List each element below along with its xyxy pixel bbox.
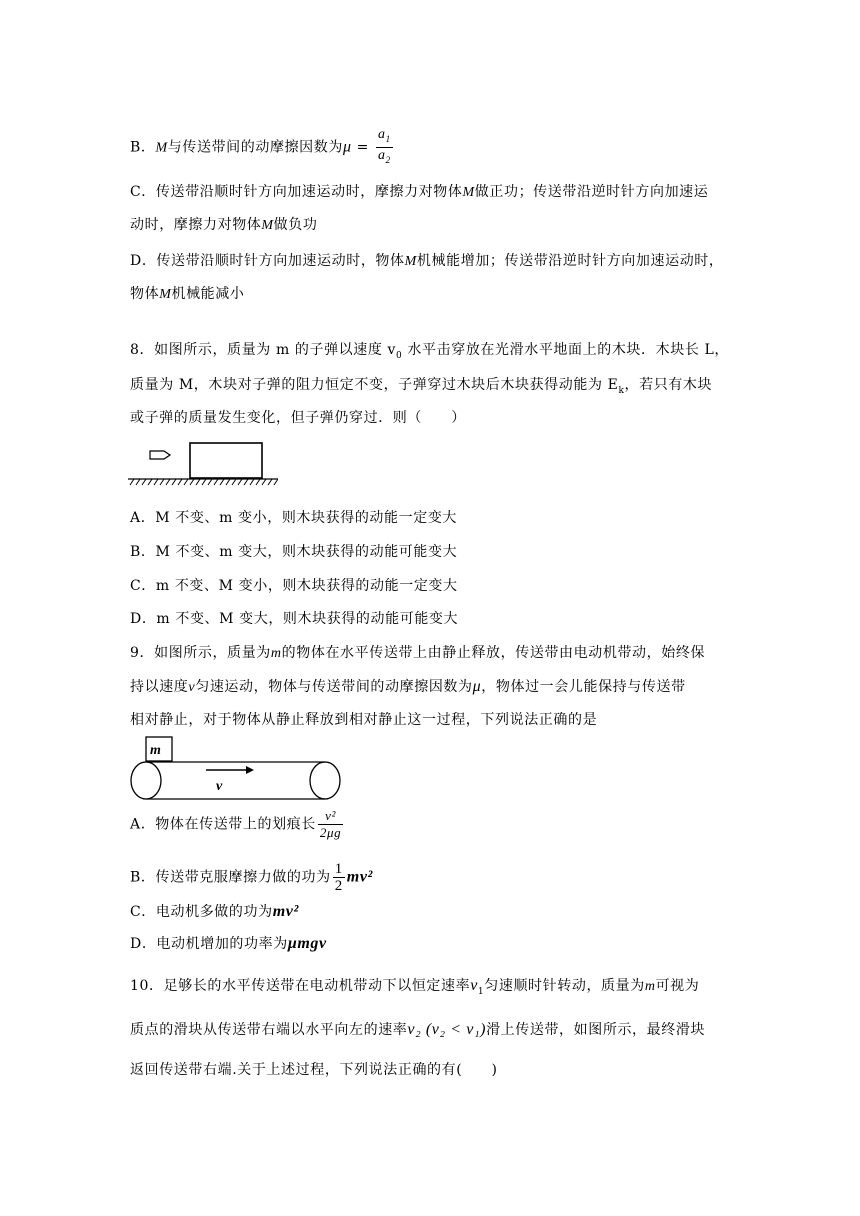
numerator: a bbox=[378, 127, 386, 142]
q9-stem-line3: 相对静止，对于物体从静止释放到相对静止这一过程，下列说法正确的是 bbox=[130, 712, 598, 728]
q7-option-c-line2 bbox=[130, 214, 317, 234]
text: 质点的滑块从传送带右端以水平向左的速率 bbox=[130, 1022, 408, 1038]
text: 做负功 bbox=[273, 217, 318, 233]
text: 9．如图所示，质量为 bbox=[130, 645, 271, 661]
denominator-sub: 2 bbox=[385, 154, 391, 165]
text: 机械能增加；传送带沿逆时针方向加速运动时， bbox=[416, 253, 724, 269]
symbol-m: m bbox=[644, 979, 656, 994]
text: 匀速顺时针转动，质量为 bbox=[484, 978, 645, 994]
text: 匀速运动，物体与传送带间的动摩擦因数为 bbox=[195, 679, 473, 695]
fraction-a1-a2 bbox=[376, 127, 393, 168]
symbol-mu: μ bbox=[472, 678, 482, 695]
text: 做正功；传送带沿逆时针方向加速运 bbox=[474, 184, 709, 200]
equals-sign: = bbox=[351, 139, 375, 156]
ground-hatching bbox=[130, 479, 278, 485]
text: B．传送带克服摩擦力做的功为 bbox=[130, 869, 331, 886]
wood-block bbox=[190, 443, 262, 478]
symbol-v: v bbox=[188, 680, 196, 695]
symbol-M: M bbox=[159, 287, 172, 302]
fraction-one-half bbox=[333, 861, 345, 894]
text: D．传送带沿顺时针方向加速运动时，物体 bbox=[130, 253, 405, 269]
text: 物体 bbox=[130, 286, 160, 302]
text: C．电动机多做的功为 bbox=[130, 904, 273, 920]
subscript: 1 bbox=[477, 986, 485, 997]
q9-option-d bbox=[130, 933, 327, 953]
text: 质量为 M，木块对子弹的阻力恒定不变，子弹穿过木块后木块获得动能为 E bbox=[130, 377, 619, 393]
numerator: v² bbox=[318, 808, 343, 825]
symbol-mu: μ bbox=[342, 138, 352, 156]
numerator: 1 bbox=[334, 861, 343, 877]
option-text: 与传送带间的动摩擦因数为 bbox=[167, 139, 343, 156]
q9-option-a bbox=[130, 808, 345, 841]
text: ，物体过一会儿能保持与传送带 bbox=[481, 679, 686, 695]
text: C．传送带沿顺时针方向加速运动时，摩擦力对物体 bbox=[130, 184, 463, 200]
q7-option-d-line1 bbox=[130, 250, 724, 270]
option-label: B． bbox=[130, 139, 156, 156]
q8-option-c: C．m 不变、M 变小，则木块获得的动能一定变大 bbox=[130, 578, 458, 594]
symbol-m: m bbox=[270, 646, 282, 661]
symbol-M: M bbox=[261, 218, 274, 233]
denominator: a bbox=[378, 147, 386, 163]
q9-option-c bbox=[130, 901, 299, 921]
text: 10．足够长的水平传送带在电动机带动下以恒定速率 bbox=[130, 978, 471, 994]
velocity-arrowhead bbox=[246, 766, 254, 774]
bullet-block-figure bbox=[128, 440, 278, 490]
math-mumgv: μmgv bbox=[287, 935, 327, 952]
text: 的物体在水平传送带上由静止释放，传送带由电动机带动，始终保 bbox=[281, 645, 706, 661]
q7-option-d-line2 bbox=[130, 283, 244, 303]
left-roller bbox=[131, 762, 161, 799]
text: D．电动机增加的功率为 bbox=[130, 936, 288, 952]
text: 持以速度 bbox=[130, 679, 189, 695]
q7-option-c-line1 bbox=[130, 181, 708, 201]
q8-option-b: B．M 不变、m 变大，则木块获得的动能可能变大 bbox=[130, 544, 458, 560]
mass-label: m bbox=[150, 743, 161, 758]
math-v2-condition: v₂ (v₂ < v₁) bbox=[407, 1021, 487, 1038]
numerator-sub: 1 bbox=[385, 133, 391, 144]
q10-stem-line3: 返回传送带右端.关于上述过程，下列说法正确的有( ) bbox=[130, 1062, 498, 1078]
velocity-label: v bbox=[216, 779, 223, 794]
bullet-shape bbox=[150, 451, 170, 459]
q9-option-b bbox=[130, 861, 373, 894]
q8-stem-line2 bbox=[130, 374, 712, 396]
text: 机械能减小 bbox=[171, 286, 245, 302]
symbol-v: v bbox=[470, 977, 478, 994]
q8-stem-line3: 或子弹的质量发生变化，但子弹仍穿过．则（ ） bbox=[130, 410, 466, 426]
q10-stem-line2 bbox=[130, 1019, 705, 1039]
text: 滑上传送带，如图所示，最终滑块 bbox=[486, 1022, 706, 1038]
symbol-M: M bbox=[155, 140, 168, 156]
math-mv2: mv² bbox=[272, 903, 299, 920]
q8-option-d: D．m 不变、M 变大，则木块获得的动能可能变大 bbox=[130, 611, 459, 627]
q8-option-a: A．M 不变、m 变小，则木块获得的动能一定变大 bbox=[130, 510, 458, 526]
text: 可视为 bbox=[655, 978, 700, 994]
text: 水平击穿放在光滑水平地面上的木块．木块长 L， bbox=[402, 342, 729, 358]
conveyor-belt-figure bbox=[128, 735, 348, 805]
q7-option-b bbox=[130, 127, 395, 168]
right-roller bbox=[310, 762, 340, 799]
text: 8．如图所示，质量为 m 的子弹以速度 v bbox=[130, 342, 397, 358]
fraction-v2-2mug bbox=[318, 808, 343, 841]
text: ，若只有木块 bbox=[624, 377, 713, 393]
denominator: 2μg bbox=[319, 825, 342, 840]
q9-stem-line2 bbox=[130, 676, 686, 696]
denominator: 2 bbox=[334, 878, 343, 894]
symbol-M: M bbox=[462, 185, 475, 200]
q10-stem-line1 bbox=[130, 975, 699, 997]
text: 动时，摩擦力对物体 bbox=[130, 217, 262, 233]
subscript: 0 bbox=[396, 350, 403, 361]
q8-stem-line1 bbox=[130, 339, 729, 361]
q9-stem-line1 bbox=[130, 642, 705, 662]
symbol-M: M bbox=[404, 254, 417, 269]
subscript: k bbox=[618, 385, 625, 396]
text: A．物体在传送带上的划痕长 bbox=[130, 816, 316, 833]
math-mv2: mv² bbox=[346, 868, 373, 886]
